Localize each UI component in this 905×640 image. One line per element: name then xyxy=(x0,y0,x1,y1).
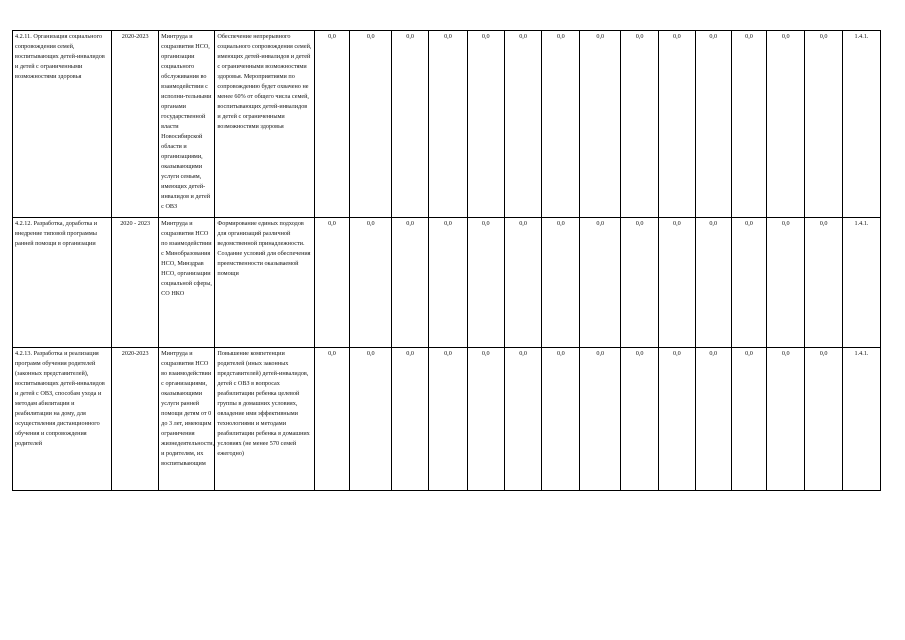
activity-name-cell: 4.2.11. Организация социального сопровождения семей, воспитывающих детей-инвалидов и детей с ограниченными возможностями здоровья xyxy=(13,31,112,218)
funding-value-cell: 0,0 xyxy=(467,218,504,348)
funding-value-cell: 0,0 xyxy=(731,348,767,491)
executor-cell: Минтруда и соцразвития НСО по взаимодействии с Минобразования НСО, Минздрав НСО, организации социальной сферы, СО НКО xyxy=(159,218,215,348)
funding-value-cell: 0,0 xyxy=(659,348,696,491)
indicator-code-cell: 1.4.1. xyxy=(842,348,880,491)
funding-value-cell: 0,0 xyxy=(504,31,542,218)
indicator-code-cell: 1.4.1. xyxy=(842,31,880,218)
funding-value-cell: 0,0 xyxy=(805,218,843,348)
table-row xyxy=(13,218,881,348)
indicator-code-cell: 1.4.1. xyxy=(842,218,880,348)
funding-value-cell: 0,0 xyxy=(429,31,468,218)
table-row xyxy=(13,31,881,218)
funding-value-cell: 0,0 xyxy=(695,218,731,348)
funding-value-cell: 0,0 xyxy=(580,31,621,218)
funding-value-cell: 0,0 xyxy=(805,31,843,218)
funding-value-cell: 0,0 xyxy=(580,348,621,491)
funding-value-cell: 0,0 xyxy=(392,218,429,348)
program-activities-table xyxy=(12,30,881,491)
funding-value-cell: 0,0 xyxy=(621,348,659,491)
funding-value-cell: 0,0 xyxy=(621,31,659,218)
period-cell: 2020-2023 xyxy=(112,31,159,218)
funding-value-cell: 0,0 xyxy=(695,31,731,218)
funding-value-cell: 0,0 xyxy=(695,348,731,491)
funding-value-cell: 0,0 xyxy=(731,31,767,218)
result-cell: Обеспечение непрерывного социального сопровождения семей, имеющих детей-инвалидов и детей с ограниченными возможностями здоровья. Мероприятиями по сопровождению будет охвачено не менее 60% от общего числа семей, воспитывающих детей-инвалидов и детей с ограниченными возможностями здоровья xyxy=(215,31,314,218)
funding-value-cell: 0,0 xyxy=(429,348,468,491)
result-cell: Повышение компетенции родителей (иных законных представителей) детей-инвалидов, детей с ОВЗ в вопросах реабилитации ребенка целевой группы в домашних условиях, овладение ими эффективными технологиями и методами реабилитации ребенка в домашних условиях (не менее 570 семей ежегодно) xyxy=(215,348,314,491)
funding-value-cell: 0,0 xyxy=(542,218,580,348)
table-body xyxy=(13,31,881,491)
period-cell: 2020 - 2023 xyxy=(112,218,159,348)
funding-value-cell: 0,0 xyxy=(392,348,429,491)
funding-value-cell: 0,0 xyxy=(542,348,580,491)
funding-value-cell: 0,0 xyxy=(350,31,392,218)
result-cell: Формирование единых подходов для организаций различной ведомственной принадлежности. Создание условий для обеспечения преемственности оказываемой помощи xyxy=(215,218,314,348)
funding-value-cell: 0,0 xyxy=(542,31,580,218)
table-row xyxy=(13,348,881,491)
funding-value-cell: 0,0 xyxy=(767,31,805,218)
funding-value-cell: 0,0 xyxy=(314,218,350,348)
activity-name-cell: 4.2.13. Разработка и реализация программ обучения родителей (законных представителей), воспитывающих детей-инвалидов и детей с ОВЗ, способам ухода и методам абилитации и реабилитации на дому, для осуществления дистанционного обучения и сопровождения родителей xyxy=(13,348,112,491)
funding-value-cell: 0,0 xyxy=(580,218,621,348)
funding-value-cell: 0,0 xyxy=(767,218,805,348)
executor-cell: Минтруда и соцразвития НСО во взаимодействии с организациями, оказывающими услуги ранней помощи детям от 0 до 3 лет, имеющим ограничения жизнедеятельности, и родителям, их воспитывающим xyxy=(159,348,215,491)
funding-value-cell: 0,0 xyxy=(392,31,429,218)
funding-value-cell: 0,0 xyxy=(467,348,504,491)
funding-value-cell: 0,0 xyxy=(504,218,542,348)
funding-value-cell: 0,0 xyxy=(429,218,468,348)
funding-value-cell: 0,0 xyxy=(767,348,805,491)
funding-value-cell: 0,0 xyxy=(659,218,696,348)
funding-value-cell: 0,0 xyxy=(659,31,696,218)
funding-value-cell: 0,0 xyxy=(805,348,843,491)
period-cell: 2020-2023 xyxy=(112,348,159,491)
funding-value-cell: 0,0 xyxy=(350,218,392,348)
funding-value-cell: 0,0 xyxy=(467,31,504,218)
activity-name-cell: 4.2.12. Разработка, доработка и внедрение типовой программы ранней помощи в организации xyxy=(13,218,112,348)
executor-cell: Минтруда и соцразвития НСО, организации социального обслуживания во взаимодействии с исполни-тельными органами государственной власти Новосибирской области и организациями, оказывающими услуги семьям, имеющих детей-инвалидов и детей с ОВЗ xyxy=(159,31,215,218)
funding-value-cell: 0,0 xyxy=(504,348,542,491)
funding-value-cell: 0,0 xyxy=(314,31,350,218)
funding-value-cell: 0,0 xyxy=(314,348,350,491)
funding-value-cell: 0,0 xyxy=(621,218,659,348)
funding-value-cell: 0,0 xyxy=(350,348,392,491)
funding-value-cell: 0,0 xyxy=(731,218,767,348)
